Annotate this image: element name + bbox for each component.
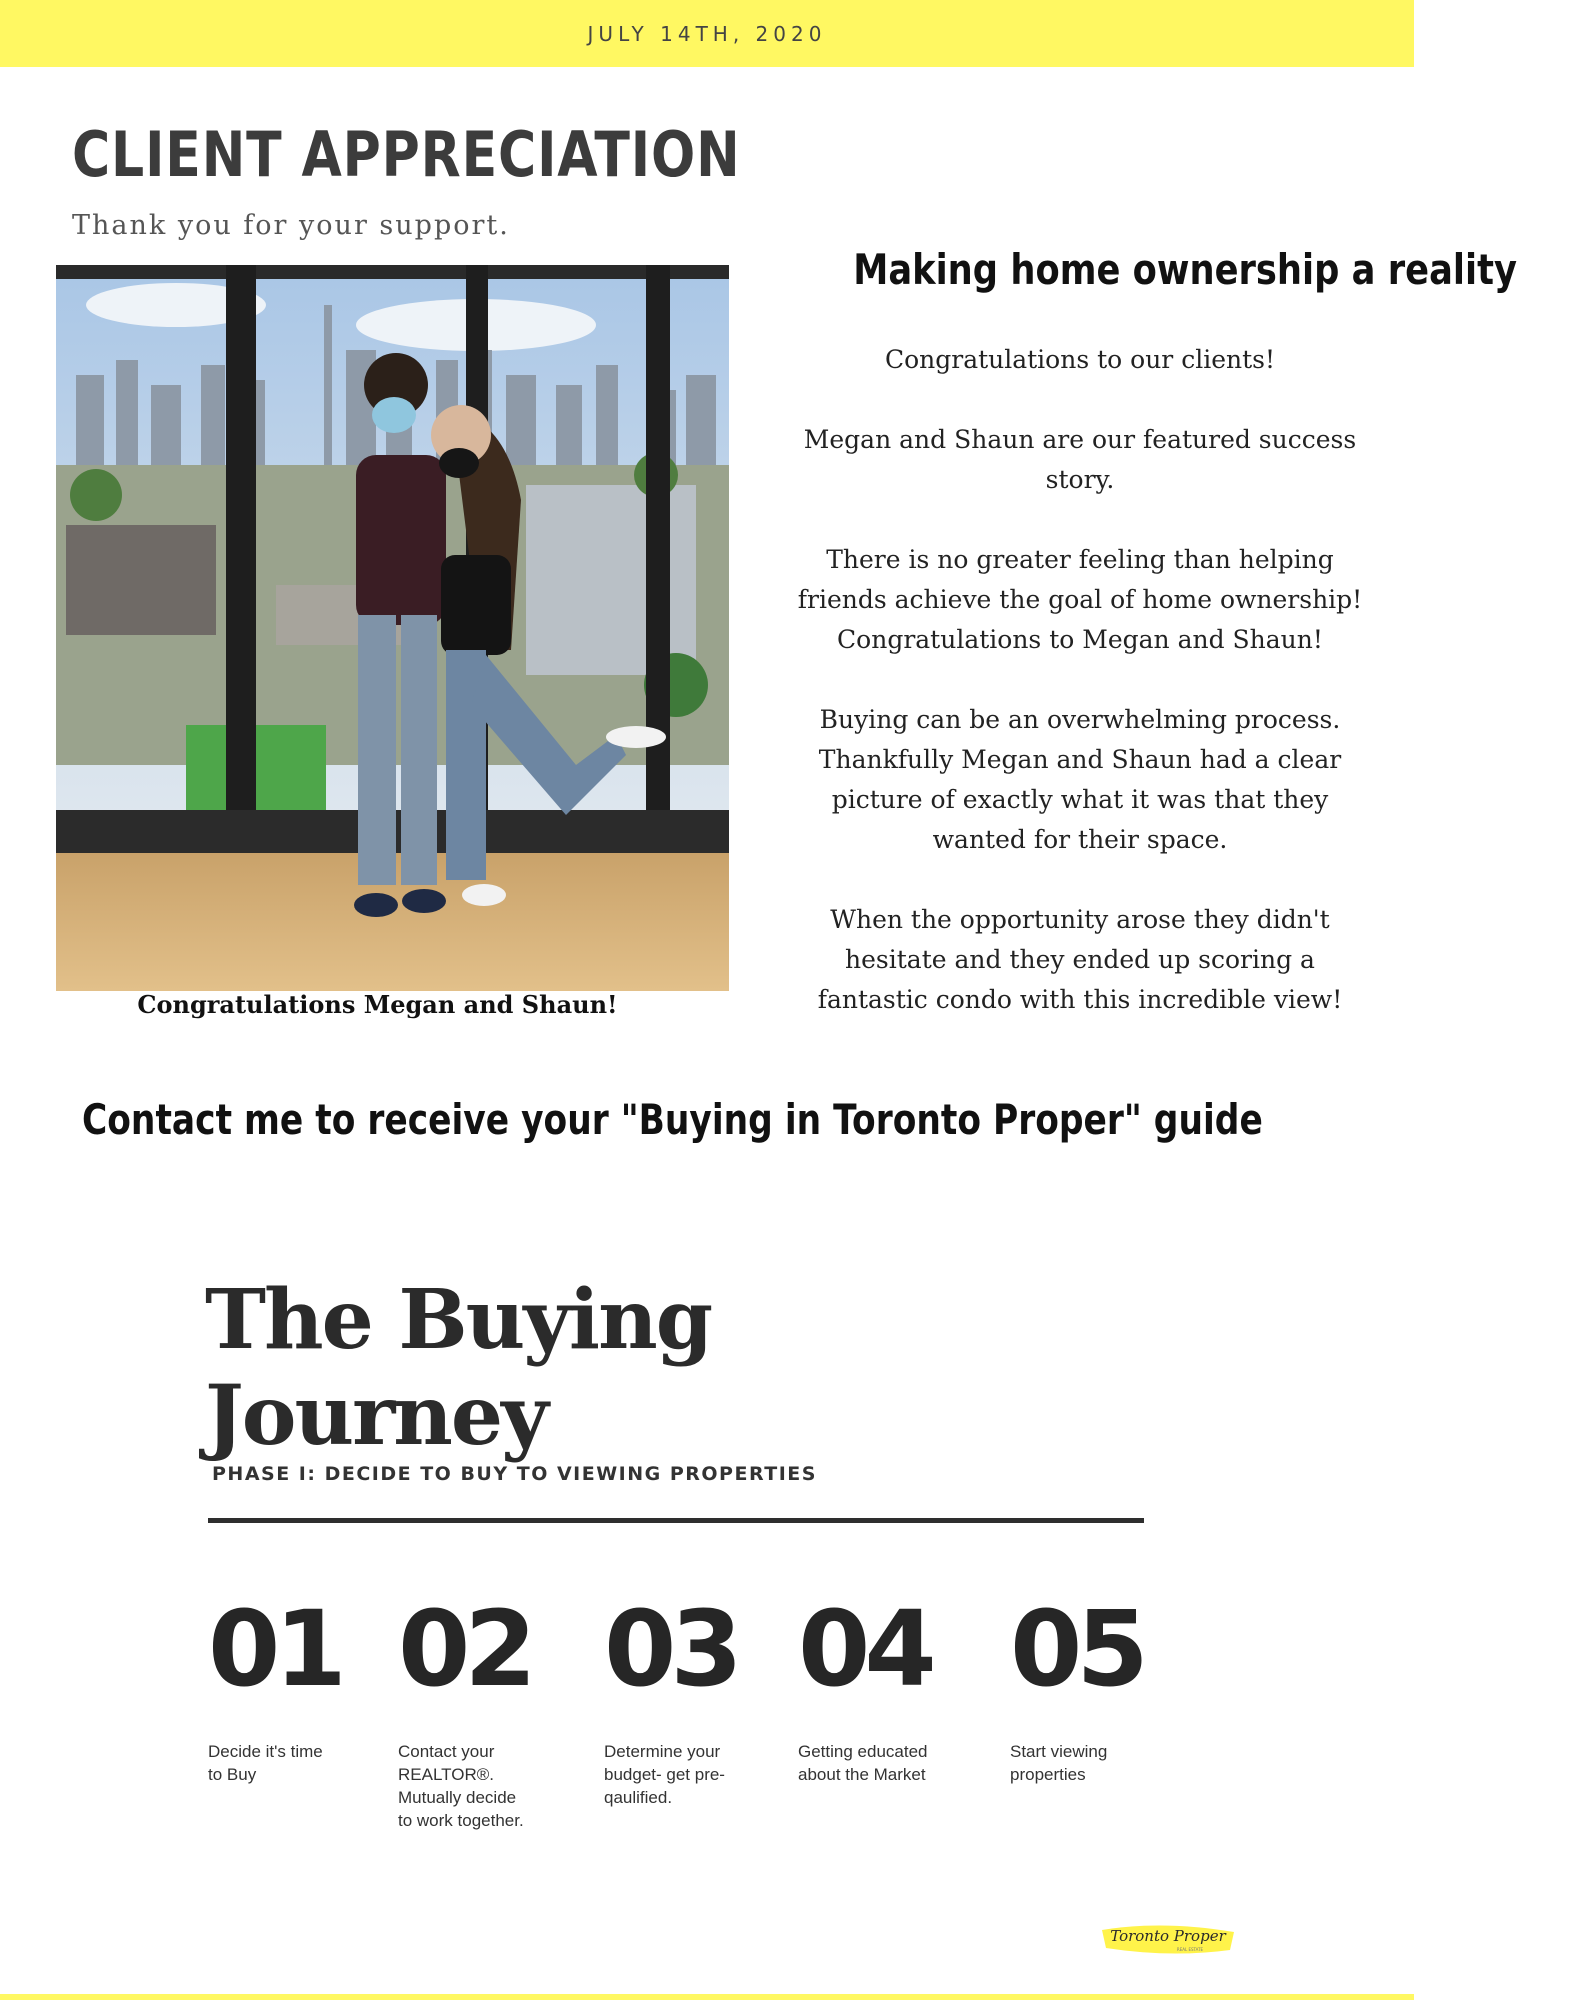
journey-step [604, 1590, 744, 1809]
newsletter-date: JULY 14TH, 2020 [587, 21, 827, 46]
story-paragraph: Buying can be an overwhelming process. Thankfully Megan and Shaun had a clear picture of exactly what it was that they wanted for their space. [818, 705, 1342, 854]
logo-subtext: REAL ESTATE [1176, 1947, 1204, 1952]
journey-step [208, 1588, 341, 1786]
client-photo-illustration [56, 265, 729, 991]
step-number: 03 [604, 1588, 737, 1710]
page-title: CLIENT APPRECIATION [72, 118, 741, 191]
page-subtitle: Thank you for your support. [72, 210, 510, 241]
journey-title [205, 1272, 711, 1464]
step-description: Start viewing properties [1010, 1742, 1108, 1784]
journey-step [798, 1590, 948, 1786]
story-paragraph: When the opportunity arose they didn't hesitate and they ended up scoring a fantastic condo with this incredible view! [817, 905, 1343, 1014]
logo-text: Toronto Proper [1110, 1927, 1226, 1945]
divider [208, 1518, 1144, 1523]
journey-phase: PHASE I: DECIDE TO BUY TO VIEWING PROPERTIES [212, 1463, 817, 1485]
client-photo [56, 265, 729, 991]
step-number: 04 [798, 1588, 931, 1710]
step-number: 02 [398, 1588, 531, 1710]
step-description: Contact your REALTOR®. Mutually decide to work together. [398, 1742, 524, 1830]
step-description: Getting educated about the Market [798, 1742, 928, 1784]
footer-bar [0, 1994, 1414, 2000]
journey-title-line: Journey [205, 1368, 547, 1464]
story-heading: Making home ownership a reality [853, 245, 1517, 294]
story-paragraph: There is no greater feeling than helping friends achieve the goal of home ownership! Congratulations to Megan and Shaun! [797, 545, 1363, 654]
story-paragraph: Megan and Shaun are our featured success story. [803, 425, 1357, 494]
story-text [790, 340, 1370, 1060]
toronto-proper-logo [1098, 1920, 1238, 1956]
date-banner [0, 0, 1414, 67]
photo-caption: Congratulations Megan and Shaun! [137, 990, 618, 1019]
step-description: Determine your budget- get pre-qaulified. [604, 1742, 725, 1807]
journey-step [398, 1588, 531, 1832]
step-number: 01 [208, 1588, 341, 1710]
journey-step [1010, 1588, 1143, 1786]
step-number: 05 [1010, 1588, 1143, 1710]
step-description: Decide it's time to Buy [208, 1742, 323, 1784]
contact-heading: Contact me to receive your "Buying in Toronto Proper" guide [82, 1095, 1263, 1144]
journey-title-line: The Buying [205, 1272, 712, 1368]
story-paragraph: Congratulations to our clients! [884, 345, 1276, 374]
